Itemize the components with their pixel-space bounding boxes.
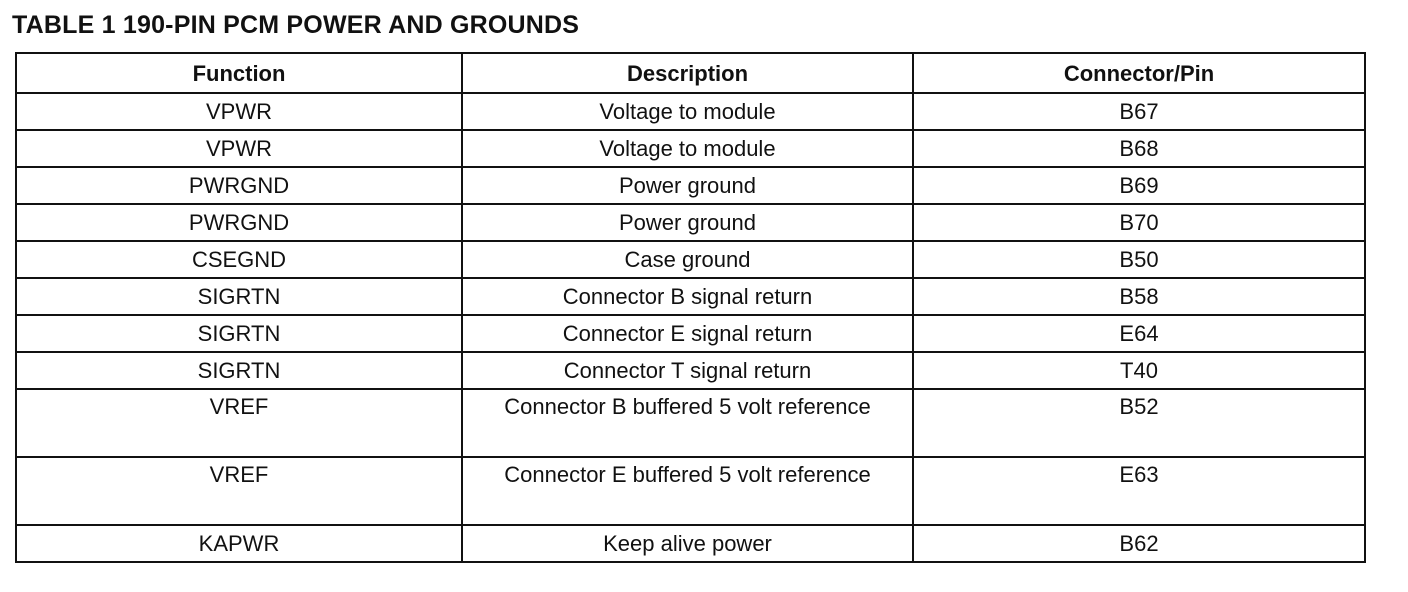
header-function: Function <box>16 53 462 93</box>
table-row <box>16 525 1365 562</box>
table-title: TABLE 1 190-PIN PCM POWER AND GROUNDS <box>12 11 580 39</box>
cell-function: SIGRTN <box>16 278 462 315</box>
cell-description: Voltage to module <box>462 130 913 167</box>
cell-pin: B62 <box>913 525 1365 562</box>
cell-function: KAPWR <box>16 525 462 562</box>
cell-function: VREF <box>16 389 462 457</box>
cell-description: Voltage to module <box>462 93 913 130</box>
cell-function: VPWR <box>16 130 462 167</box>
table-row <box>16 389 1365 457</box>
cell-function: SIGRTN <box>16 352 462 389</box>
table-row <box>16 204 1365 241</box>
cell-function: VREF <box>16 457 462 525</box>
table-header-row <box>16 53 1365 93</box>
cell-function: VPWR <box>16 93 462 130</box>
table-row <box>16 457 1365 525</box>
cell-description: Power ground <box>462 204 913 241</box>
cell-pin: E63 <box>913 457 1365 525</box>
table-row <box>16 130 1365 167</box>
header-description: Description <box>462 53 913 93</box>
cell-description: Connector B buffered 5 volt reference <box>462 389 913 457</box>
cell-pin: B69 <box>913 167 1365 204</box>
table-row <box>16 167 1365 204</box>
cell-description: Connector B signal return <box>462 278 913 315</box>
cell-function: SIGRTN <box>16 315 462 352</box>
cell-pin: B68 <box>913 130 1365 167</box>
cell-pin: B70 <box>913 204 1365 241</box>
table-row <box>16 241 1365 278</box>
cell-description: Power ground <box>462 167 913 204</box>
cell-pin: B52 <box>913 389 1365 457</box>
cell-function: PWRGND <box>16 204 462 241</box>
cell-description: Connector E signal return <box>462 315 913 352</box>
pin-table <box>15 52 1366 563</box>
cell-pin: B58 <box>913 278 1365 315</box>
cell-function: CSEGND <box>16 241 462 278</box>
cell-description: Connector E buffered 5 volt reference <box>462 457 913 525</box>
cell-description: Keep alive power <box>462 525 913 562</box>
pin-table-container <box>15 52 1364 563</box>
header-connector-pin: Connector/Pin <box>913 53 1365 93</box>
table-row <box>16 352 1365 389</box>
cell-pin: T40 <box>913 352 1365 389</box>
cell-pin: B67 <box>913 93 1365 130</box>
cell-description: Connector T signal return <box>462 352 913 389</box>
table-row <box>16 278 1365 315</box>
table-row <box>16 93 1365 130</box>
cell-pin: E64 <box>913 315 1365 352</box>
cell-description: Case ground <box>462 241 913 278</box>
cell-pin: B50 <box>913 241 1365 278</box>
cell-function: PWRGND <box>16 167 462 204</box>
table-row <box>16 315 1365 352</box>
